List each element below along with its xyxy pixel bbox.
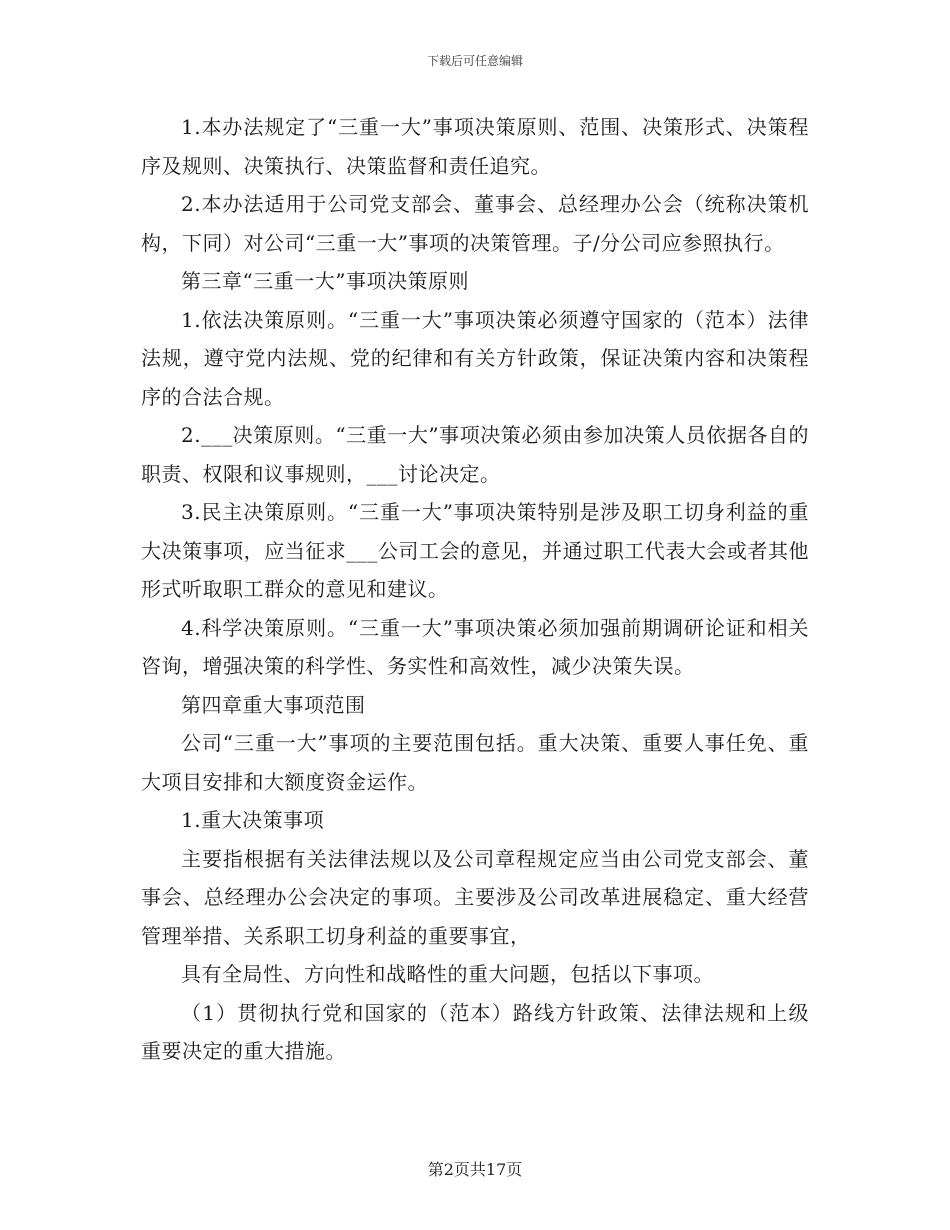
paragraph-collective-principle: 2.___决策原则。“三重一大”事项决策必须由参加决策人员依据各自的职责、权限和议事规则，___讨论决定。	[141, 423, 809, 486]
chapter-four-heading: 第四章重大事项范围	[181, 692, 366, 717]
paragraph-major-decisions-list-intro: 具有全局性、方向性和战略性的重大问题，包括以下事项。	[181, 962, 714, 986]
paragraph-main-scope: 公司“三重一大”事项的主要范围包括。重大决策、重要人事任免、重大项目安排和大额度资金运作。	[141, 731, 809, 794]
document-body	[141, 108, 809, 1071]
paragraph-major-decisions-definition: 主要指根据有关法律法规以及公司章程规定应当由公司党支部会、董事会、总经理办公会决定的事项。主要涉及公司改革进展稳定、重大经营管理举措、关系职工切身利益的重要事宜，	[141, 846, 809, 948]
paragraph-applicability: 2.本办法适用于公司党支部会、董事会、总经理办公会（统称决策机构，下同）对公司“三重一大”事项的决策管理。子/分公司应参照执行。	[141, 192, 809, 255]
paragraph-democratic-principle: 3.民主决策原则。“三重一大”事项决策特别是涉及职工切身利益的重大决策事项，应当征求___公司工会的意见，并通过职工代表大会或者其他形式听取职工群众的意见和建议。	[141, 500, 809, 601]
paragraph-scientific-principle: 4.科学决策原则。“三重一大”事项决策必须加强前期调研论证和相关咨询，增强决策的科学性、务实性和高效性，减少决策失误。	[141, 615, 809, 678]
chapter-three-heading: 第三章“三重一大”事项决策原则	[181, 269, 469, 293]
page-header: 下载后可任意编辑	[426, 54, 523, 68]
paragraph-scope-content: 1.本办法规定了“三重一大”事项决策原则、范围、决策形式、决策程序及规则、决策执行、决策监督和责任追究。	[141, 115, 809, 178]
page-footer: 第2页共17页	[427, 1160, 523, 1179]
section-major-decisions-heading: 1.重大决策事项	[181, 808, 325, 832]
paragraph-item-one: （1）贯彻执行党和国家的（范本）路线方针政策、法律法规和上级重要决定的重大措施。	[141, 1000, 809, 1063]
paragraph-lawful-principle: 1.依法决策原则。“三重一大”事项决策必须遵守国家的（范本）法律法规，遵守党内法规、党的纪律和有关方针政策，保证决策内容和决策程序的合法合规。	[141, 307, 809, 409]
